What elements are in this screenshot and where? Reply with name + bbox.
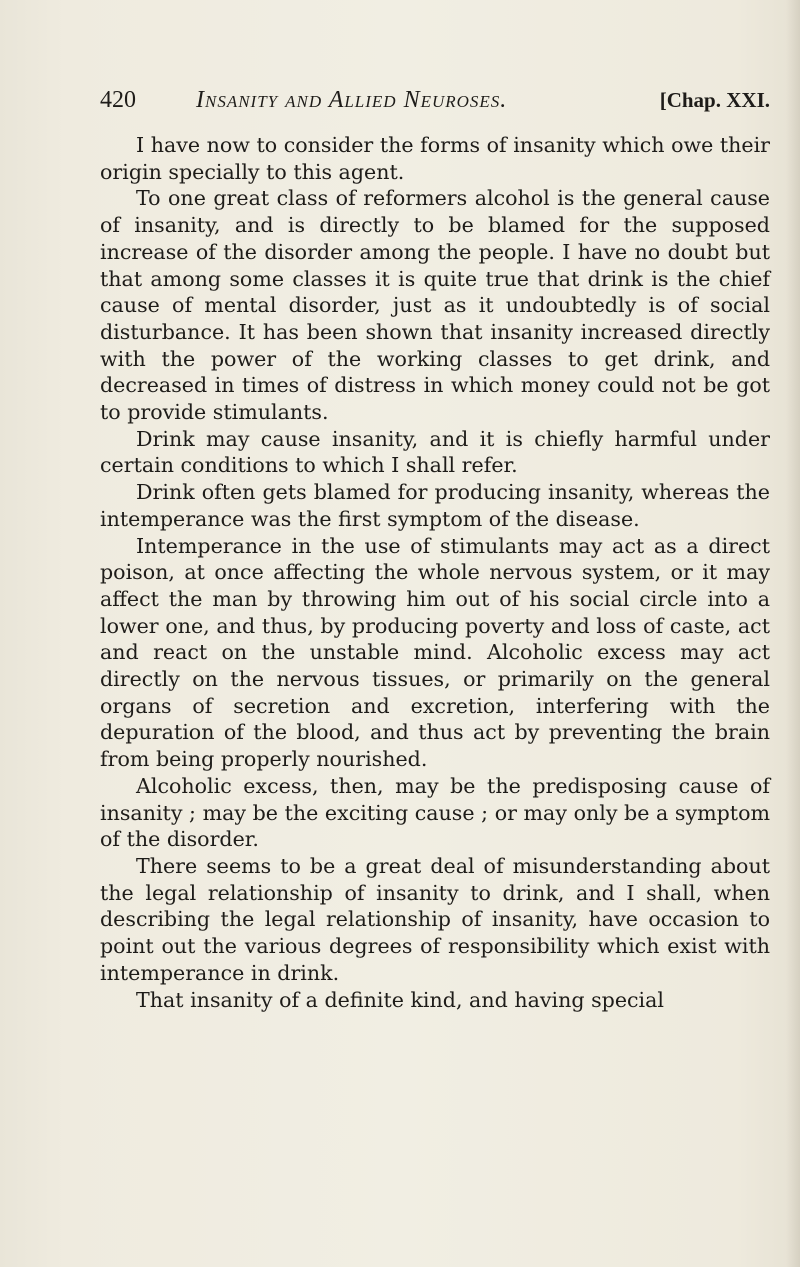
paragraph: Intemperance in the use of stimulants may act as a direct poison, at once affecting the whole nervous system, or it may affect the man by throwing him out of his social circle into a lower one, and thus, by producing poverty and loss of caste, act and react on the unstable mind. Alcoholic excess may act directly on the nervous tissues, or primarily on the general organs of secretion and excretion, interfering with the depuration of the blood, and thus act by preventing the brain from being properly nourished. bbox=[100, 533, 770, 772]
running-head bbox=[100, 84, 770, 116]
scan-edge-shadow bbox=[786, 0, 800, 1267]
chapter-reference: [Chap. XXI. bbox=[659, 88, 770, 112]
body-text bbox=[100, 132, 770, 1013]
paragraph: Alcoholic excess, then, may be the predisposing cause of insanity ; may be the exciting cause ; or may only be a symptom of the disorder. bbox=[100, 773, 770, 852]
paragraph: Drink often gets blamed for producing insanity, whereas the intemperance was the first symptom of the disease. bbox=[100, 480, 770, 531]
paragraph: There seems to be a great deal of misunderstanding about the legal relationship of insanity to drink, and I shall, when describing the legal relationship of insanity, have occasion to point out the various degrees of responsibility which exist with intemperance in drink. bbox=[100, 853, 770, 985]
running-title: Insanity and Allied Neuroses. bbox=[196, 87, 508, 113]
paragraph: That insanity of a definite kind, and having special bbox=[136, 987, 665, 1012]
paragraph: To one great class of reformers alcohol is the general cause of insanity, and is directly to be blamed for the supposed increase of the disorder among the people. I have no doubt but that among some classes it is quite true that drink is the chief cause of mental disorder, just as it undoubtedly is of social disturbance. It has been shown that insanity increased directly with the power of the working classes to get drink, and decreased in times of distress in which money could not be got to provide stimulants. bbox=[100, 186, 770, 425]
paragraph: Drink may cause insanity, and it is chiefly harmful under certain conditions to which I shall refer. bbox=[100, 426, 770, 478]
page-number: 420 bbox=[100, 87, 136, 113]
paragraph: I have now to consider the forms of insanity which owe their origin specially to this agent. bbox=[100, 133, 770, 184]
